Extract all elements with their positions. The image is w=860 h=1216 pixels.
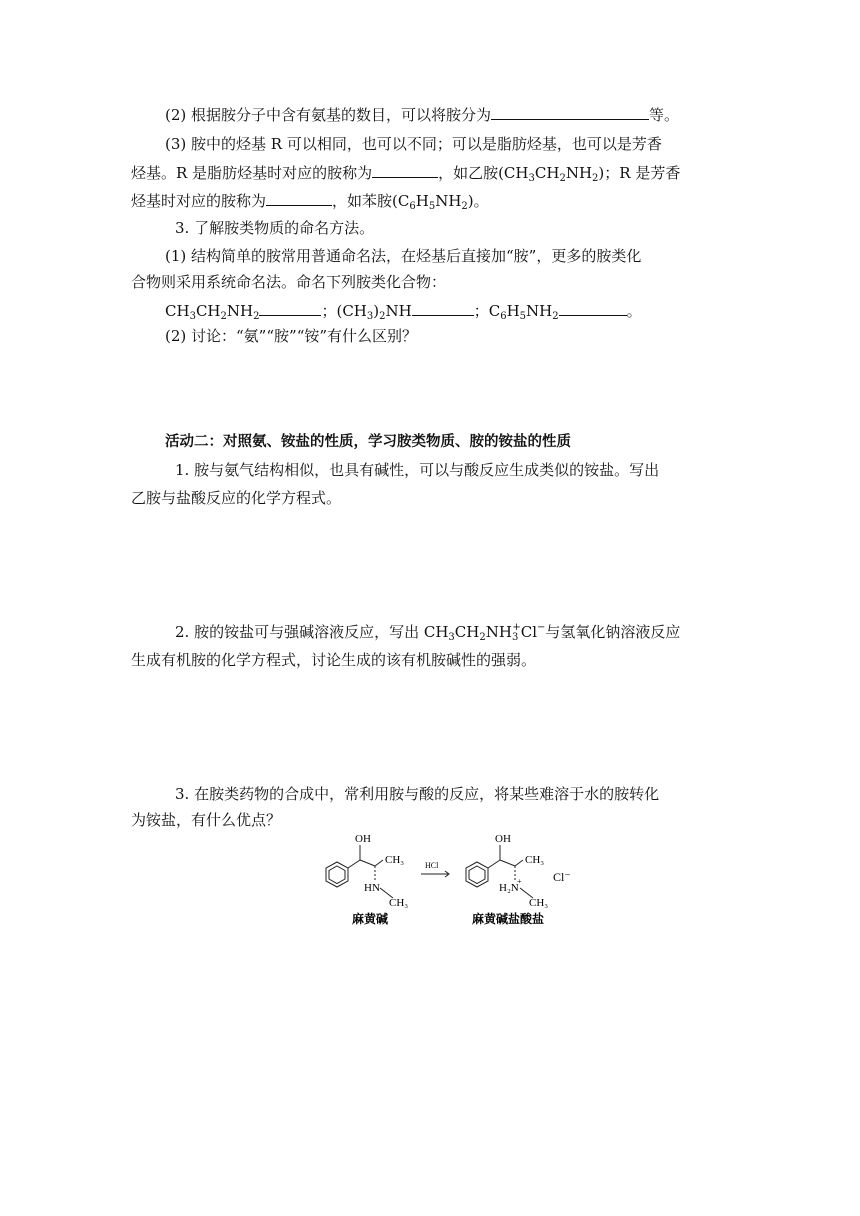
answer-blank[interactable] bbox=[559, 300, 627, 316]
question-2-line1: 2. 胺的铵盐可与强碱溶液反应，写出 $CH_3CH_2NH_3^+Cl^-$与氢氧化钠溶液反应 bbox=[175, 622, 681, 643]
h-label-left: H bbox=[364, 882, 372, 894]
item-2-2-line2: 烃基。R 是脂肪烃基时对应的胺称为 ，如乙胺$(CH_3CH_2NH_2)$；R 是芳香 bbox=[131, 164, 681, 184]
ch3-n-label-right: CH₃ bbox=[529, 897, 549, 909]
ch3-label-left: CH₃ bbox=[385, 854, 405, 866]
question-1-line2: 乙胺与盐酸反应的化学方程式。 bbox=[131, 489, 342, 507]
compound-list: $CH_3CH_2NH_2$ ；$(CH_3)_2NH$ ；$C_6H_5NH_2$ 。 bbox=[165, 302, 642, 322]
item-2-2-line1: (3) 胺中的烃基 R 可以相同，也可以不同；可以是脂肪烃基，也可以是芳香 bbox=[165, 135, 662, 153]
question-3-line2: 为铵盐，有什么优点？ bbox=[131, 811, 282, 829]
answer-blank[interactable] bbox=[491, 104, 649, 120]
oh-label-left: OH bbox=[355, 833, 371, 845]
reaction-scheme bbox=[315, 826, 585, 932]
item-3-1-line2: 合物则采用系统命名法。命名下列胺类化合物： bbox=[131, 273, 447, 291]
answer-blank[interactable] bbox=[266, 190, 332, 206]
reagent-label: HCl bbox=[425, 861, 439, 870]
oh-label-right: OH bbox=[495, 833, 511, 845]
nh-label-left: N bbox=[372, 882, 380, 894]
ephedrine-reaction-diagram bbox=[315, 826, 585, 932]
ch3-n-label-left: CH₃ bbox=[389, 897, 409, 909]
plus-label-right: + bbox=[517, 877, 522, 886]
left-caption: 麻黄碱 bbox=[352, 912, 389, 926]
ch3-label-right: CH₃ bbox=[525, 854, 545, 866]
chloride-label: Cl⁻ bbox=[553, 870, 571, 884]
answer-blank[interactable] bbox=[412, 300, 474, 316]
item-3-2: (2) 讨论：“氨”“胺”“铵”有什么区别？ bbox=[165, 327, 418, 345]
answer-blank[interactable] bbox=[259, 300, 321, 316]
question-1-line1: 1. 胺与氨气结构相似，也具有碱性，可以与酸反应生成类似的铵盐。写出 bbox=[175, 461, 660, 479]
question-2-line2: 生成有机胺的化学方程式，讨论生成的该有机胺碱性的强弱。 bbox=[131, 651, 537, 669]
h2n-label-right: H₂N bbox=[499, 882, 519, 894]
question-3-line1: 3. 在胺类药物的合成中，常利用胺与酸的反应，将某些难溶于水的胺转化 bbox=[175, 785, 660, 803]
right-caption: 麻黄碱盐酸盐 bbox=[472, 912, 545, 926]
item-3-1-line1: (1) 结构简单的胺常用普通命名法，在烃基后直接加“胺”，更多的胺类化 bbox=[165, 247, 642, 265]
answer-blank[interactable] bbox=[372, 162, 438, 178]
benzene-inner-left bbox=[329, 866, 345, 884]
item-2-2-line3: 烃基时对应的胺称为 ，如苯胺$(C_6H_5NH_2)$。 bbox=[131, 192, 489, 212]
section-3-title: 3. 了解胺类物质的命名方法。 bbox=[175, 219, 375, 237]
item-2-1: (2) 根据胺分子中含有氨基的数目，可以将胺分为 等。 bbox=[165, 106, 680, 124]
activity-2-heading: 活动二：对照氨、铵盐的性质，学习胺类物质、胺的铵盐的性质 bbox=[165, 434, 571, 450]
